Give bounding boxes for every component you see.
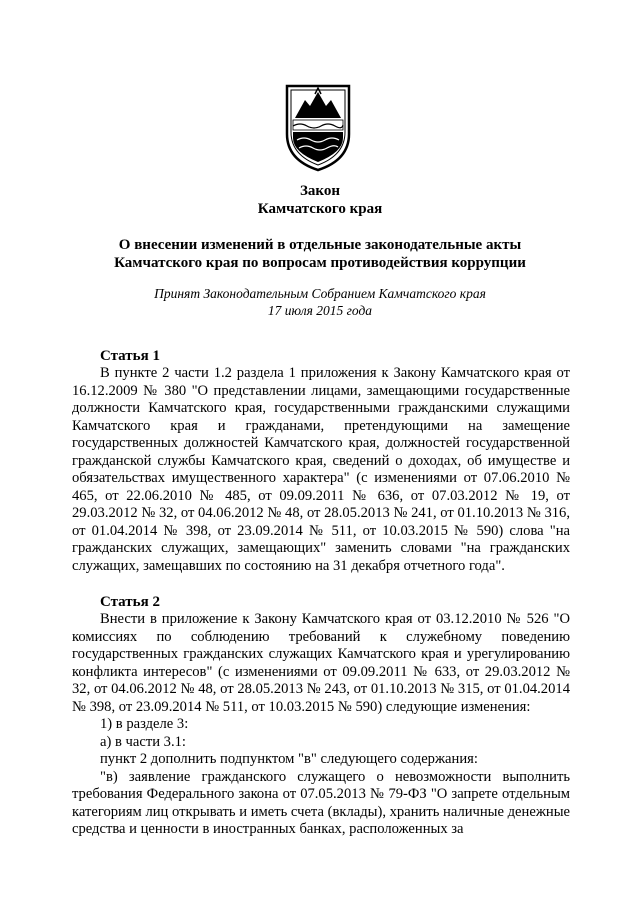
law-heading-line-2: Камчатского края по вопросам противодействия коррупции (114, 255, 526, 271)
article-2-item-1a: а) в части 3.1: (100, 733, 186, 750)
law-heading (0, 236, 640, 272)
article-2-item-1a-text: пункт 2 дополнить подпунктом "в" следующего содержания: (100, 751, 478, 767)
article-2-title: Статья 2 (100, 594, 160, 610)
document-type: Закон (299, 183, 340, 199)
law-heading-line-1: О внесении изменений в отдельные законодательные акты (118, 237, 522, 253)
article-2 (72, 593, 570, 839)
adoption-date: 17 июля 2015 года (267, 303, 373, 318)
kamchatka-coat-of-arms-icon (283, 82, 353, 172)
adoption-note (0, 285, 640, 319)
article-2-item-1: 1) в разделе 3: (100, 716, 189, 732)
article-1-title: Статья 1 (100, 348, 160, 364)
adoption-body: Принят Законодательным Собранием Камчатского края (154, 286, 486, 301)
article-2-quote: "в) заявление гражданского служащего о невозможности выполнить требования Федерального закона от 07.05.2013 № 79-ФЗ "О запрете отдельным категориям лиц открывать и иметь счета (вклады), хранить наличные денежные средства и ценности в иностранных банках, расположенных за (72, 768, 570, 837)
region-name: Камчатского края (257, 201, 383, 217)
article-1-text: В пункте 2 части 1.2 раздела 1 приложения к Закону Камчатского края от 16.12.2009 № 380 "О представлении лицами, замещающими государственные должности Камчатского края, государственными гражданскими служащими Камчатского края и гражданами, претендующими на замещение государственных должностей Камчатского края, должностей государственной гражданской службы Камчатского края, сведений о доходах, об имуществе и обязательствах имущественного характера" (с изменениями от 07.06.2010 № 465, от 22.06.2010 № 485, от 09.09.2011 № 636, от 07.03.2012 № 19, от 29.03.2012 № 32, от 04.06.2012 № 48, от 28.05.2013 № 241, от 01.10.2013 № 316, от 01.04.2014 № 398, от 23.09.2014 № 511, от 10.03.2015 № 590) слова "на гражданских служащих, замещающих" заменить словами "на гражданских служащих, замещавших по состоянию на 31 декабря отчетного года". (72, 365, 570, 574)
article-1 (72, 347, 570, 575)
article-2-intro: Внести в приложение к Закону Камчатского края от 03.12.2010 № 526 "О комиссиях по соблюдению требований к служебному поведению государственных гражданских служащих Камчатского края и урегулированию конфликта интересов" (с изменениями от 09.09.2011 № 633, от 29.03.2012 № 32, от 04.06.2012 № 48, от 28.05.2013 № 243, от 01.10.2013 № 315, от 01.04.2014 № 398, от 23.09.2014 № 511, от 10.03.2015 № 590) следующие изменения: (72, 611, 570, 715)
